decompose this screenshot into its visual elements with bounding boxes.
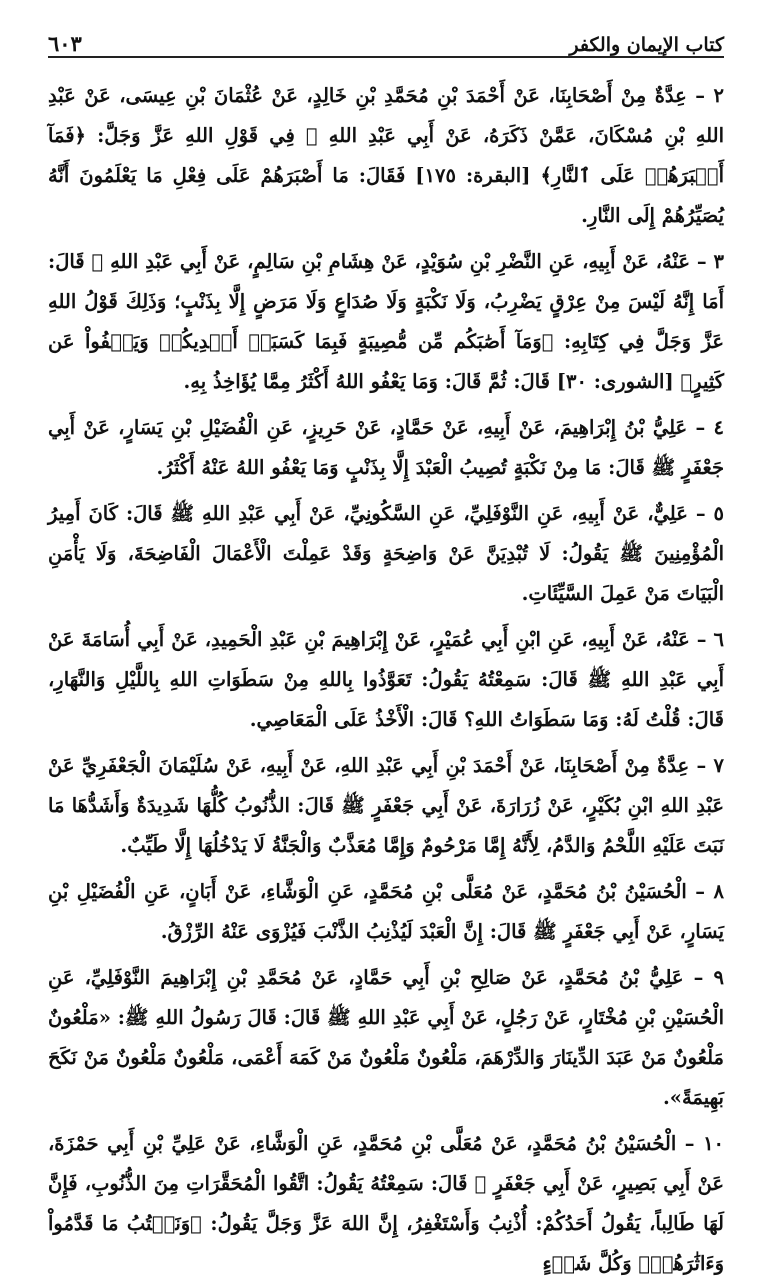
hadith-number: ٢: [713, 84, 725, 107]
hadith-paragraph: ٢ – عِدَّةٌ مِنْ أَصْحَابِنَا، عَنْ أَحْمَدَ بْنِ مُحَمَّدِ بْنِ خَالِدٍ، عَنْ عُثْمَانَ بْنِ عِيسَى، عَنْ عَبْدِ اللهِ بْنِ مُسْكَانَ، عَمَّنْ ذَكَرَهُ، عَنْ أَبِي عَبْدِ اللهِ ﷺ فِي قَوْلِ اللهِ عَزَّ وَجَلَّ: ﴿فَمَآ أَصۡبَرَهُمۡ عَلَى ٱلنَّارِ﴾ [البقرة: ١٧٥] فَقَالَ: مَا أَصْبَرَهُمْ عَلَى فِعْلِ مَا يَعْلَمُونَ أَنَّهُ يُصَيِّرُهُمْ إِلَى النَّارِ.: [48, 84, 725, 227]
hadith-paragraph: ٩ – عَلِيُّ بْنُ مُحَمَّدٍ، عَنْ صَالِحِ بْنِ أَبِي حَمَّادٍ، عَنْ مُحَمَّدِ بْنِ إِبْرَاهِيمَ النَّوْفَلِيِّ، عَنِ الْحُسَيْنِ بْنِ مُخْتَارٍ، عَنْ رَجُلٍ، عَنْ أَبِي عَبْدِ اللهِ ﷺ قَالَ: قَالَ رَسُولُ اللهِ ﷺ: «مَلْعُونٌ مَلْعُونٌ مَنْ عَبَدَ الدِّينَارَ وَالدِّرْهَمَ، مَلْعُونٌ مَلْعُونٌ مَنْ كَمَهَ أَعْمَى، مَلْعُونٌ مَلْعُونٌ مَنْ نَكَحَ بَهِيمَةً».: [48, 966, 724, 1109]
hadith-text: عَنْهُ، عَنْ أَبِيهِ، عَنِ ابْنِ أَبِي عُمَيْرٍ، عَنْ إِبْرَاهِيمَ بْنِ عَبْدِ الْحَمِيدِ، عَنْ أَبِي أُسَامَةَ عَنْ أَبِي عَبْدِ اللهِ ﷺ قَالَ: سَمِعْتُهُ يَقُولُ: تَعَوَّذُوا بِاللهِ مِنْ سَطَوَاتِ اللهِ بِاللَّيْلِ وَالنَّهَارِ، قَالَ: قُلْتُ لَهُ: وَمَا سَطَوَاتُ اللهِ؟ قَالَ: الْأَخْذُ عَلَى الْمَعَاصِي.: [48, 628, 724, 731]
hadith-number: ٤: [713, 416, 725, 439]
hadith-number: ٣: [713, 250, 725, 273]
hadith-text: عَنْهُ، عَنْ أَبِيهِ، عَنِ النَّضْرِ بْنِ سُوَيْدٍ، عَنْ هِشَامِ بْنِ سَالِمٍ، عَنْ أَبِي عَبْدِ اللهِ ﷺ قَالَ: أَمَا إِنَّهُ لَيْسَ مِنْ عِرْقٍ يَضْرِبُ، وَلَا نَكْبَةٍ وَلَا صُدَاعٍ وَلَا مَرَضٍ إِلَّا بِذَنْبٍ؛ وَذَلِكَ قَوْلُ اللهِ عَزَّ وَجَلَّ فِي كِتَابِهِ: ﴿وَمَآ أَصَٰبَكُم مِّن مُّصِيبَةٍ فَبِمَا كَسَبَتۡ أَيۡدِيكُمۡ وَيَعۡفُواْ عَن كَثِيرٍ﴾ [الشورى: ٣٠] قَالَ: ثُمَّ قَالَ: وَمَا يَعْفُو اللهُ أَكْثَرُ مِمَّا يُؤَاخِذُ بِهِ.: [48, 250, 724, 393]
hadith-text: الْحُسَيْنُ بْنُ مُحَمَّدٍ، عَنْ مُعَلَّى بْنِ مُحَمَّدٍ، عَنِ الْوَشَّاءِ، عَنْ أَبَانٍ، عَنِ الْفُضَيْلِ بْنِ يَسَارٍ، عَنْ أَبِي جَعْفَرٍ ﷺ قَالَ: إِنَّ الْعَبْدَ لَيُذْنِبُ الذَّنْبَ فَيُزْوَى عَنْهُ الرِّزْقُ.: [48, 880, 724, 943]
hadith-text: عَلِيٌّ، عَنْ أَبِيهِ، عَنِ النَّوْفَلِيِّ، عَنِ السَّكُونِيِّ، عَنْ أَبِي عَبْدِ اللهِ ﷺ قَالَ: كَانَ أَمِيرُ الْمُؤْمِنِينَ ﷺ يَقُولُ: لَا تُبْدِيَنَّ عَنْ وَاضِحَةٍ وَقَدْ عَمِلْتَ الْأَعْمَالَ الْفَاضِحَةَ، وَلَا يَأْمَنِ الْبَيَاتَ مَنْ عَمِلَ السَّيِّئَاتِ.: [48, 502, 724, 605]
hadith-text: الْحُسَيْنُ بْنُ مُحَمَّدٍ، عَنْ مُعَلَّى بْنِ مُحَمَّدٍ، عَنِ الْوَشَّاءِ، عَنْ عَلِيِّ بْنِ أَبِي حَمْزَةَ، عَنْ أَبِي بَصِيرٍ، عَنْ أَبِي جَعْفَرٍ ﷺ قَالَ: سَمِعْتُهُ يَقُولُ: اتَّقُوا الْمُحَقَّرَاتِ مِنَ الذُّنُوبِ، فَإِنَّ لَهَا طَالِباً، يَقُولُ أَحَدُكُمْ: أُذْنِبُ وَأَسْتَغْفِرُ، إِنَّ اللهَ عَزَّ وَجَلَّ يَقُولُ: ﴿وَنَكۡتُبُ مَا قَدَّمُواْ وَءَاثَٰرَهُمۡۚ وَكُلَّ شَيۡءٍ: [48, 1132, 724, 1275]
hadith-text: عِدَّةٌ مِنْ أَصْحَابِنَا، عَنْ أَحْمَدَ بْنِ أَبِي عَبْدِ اللهِ، عَنْ أَبِيهِ، عَنْ سُلَيْمَانَ الْجَعْفَرِيِّ عَنْ عَبْدِ اللهِ ابْنِ بُكَيْرٍ، عَنْ زُرَارَةَ، عَنْ أَبِي جَعْفَرٍ ﷺ قَالَ: الذُّنُوبُ كُلُّهَا شَدِيدَةٌ وَأَشَدُّهَا مَا نَبَتَ عَلَيْهِ اللَّحْمُ وَالدَّمُ، لِأَنَّهُ إِمَّا مَرْحُومٌ وَإِمَّا مُعَذَّبٌ وَالْجَنَّةُ لَا يَدْخُلُهَا إِلَّا طَيِّبٌ.: [48, 754, 724, 857]
hadith-number: ٦: [713, 628, 724, 651]
hadith-paragraph: ١٠ – الْحُسَيْنُ بْنُ مُحَمَّدٍ، عَنْ مُعَلَّى بْنِ مُحَمَّدٍ، عَنِ الْوَشَّاءِ، عَنْ عَلِيِّ بْنِ أَبِي حَمْزَةَ، عَنْ أَبِي بَصِيرٍ، عَنْ أَبِي جَعْفَرٍ ﷺ قَالَ: سَمِعْتُهُ يَقُولُ: اتَّقُوا الْمُحَقَّرَاتِ مِنَ الذُّنُوبِ، فَإِنَّ لَهَا طَالِباً، يَقُولُ أَحَدُكُمْ: أُذْنِبُ وَأَسْتَغْفِرُ، إِنَّ اللهَ عَزَّ وَجَلَّ يَقُولُ: ﴿وَنَكۡتُبُ مَا قَدَّمُواْ وَءَاثَٰرَهُمۡۚ وَكُلَّ شَيۡءٍ: [48, 1132, 725, 1275]
chapter-title: كتاب الإيمان والكفر: [569, 34, 724, 56]
hadith-number: ٨: [713, 880, 724, 903]
hadith-paragraph: ٨ – الْحُسَيْنُ بْنُ مُحَمَّدٍ، عَنْ مُعَلَّى بْنِ مُحَمَّدٍ، عَنِ الْوَشَّاءِ، عَنْ أَبَانٍ، عَنِ الْفُضَيْلِ بْنِ يَسَارٍ، عَنْ أَبِي جَعْفَرٍ ﷺ قَالَ: إِنَّ الْعَبْدَ لَيُذْنِبُ الذَّنْبَ فَيُزْوَى عَنْهُ الرِّزْقُ.: [48, 880, 724, 943]
page-header: [48, 18, 724, 58]
hadith-text: عِدَّةٌ مِنْ أَصْحَابِنَا، عَنْ أَحْمَدَ بْنِ مُحَمَّدِ بْنِ خَالِدٍ، عَنْ عُثْمَانَ بْنِ عِيسَى، عَنْ عَبْدِ اللهِ بْنِ مُسْكَانَ، عَمَّنْ ذَكَرَهُ، عَنْ أَبِي عَبْدِ اللهِ ﷺ فِي قَوْلِ اللهِ عَزَّ وَجَلَّ: ﴿فَمَآ أَصۡبَرَهُمۡ عَلَى ٱلنَّارِ﴾ [البقرة: ١٧٥] فَقَالَ: مَا أَصْبَرَهُمْ عَلَى فِعْلِ مَا يَعْلَمُونَ أَنَّهُ يُصَيِّرُهُمْ إِلَى النَّارِ.: [48, 84, 724, 227]
page-body: [48, 58, 724, 1284]
hadith-paragraph: ٣ – عَنْهُ، عَنْ أَبِيهِ، عَنِ النَّضْرِ بْنِ سُوَيْدٍ، عَنْ هِشَامِ بْنِ سَالِمٍ، عَنْ أَبِي عَبْدِ اللهِ ﷺ قَالَ: أَمَا إِنَّهُ لَيْسَ مِنْ عِرْقٍ يَضْرِبُ، وَلَا نَكْبَةٍ وَلَا صُدَاعٍ وَلَا مَرَضٍ إِلَّا بِذَنْبٍ؛ وَذَلِكَ قَوْلُ اللهِ عَزَّ وَجَلَّ فِي كِتَابِهِ: ﴿وَمَآ أَصَٰبَكُم مِّن مُّصِيبَةٍ فَبِمَا كَسَبَتۡ أَيۡدِيكُمۡ وَيَعۡفُواْ عَن كَثِيرٍ﴾ [الشورى: ٣٠] قَالَ: ثُمَّ قَالَ: وَمَا يَعْفُو اللهُ أَكْثَرُ مِمَّا يُؤَاخِذُ بِهِ.: [48, 250, 725, 393]
hadith-text: عَلِيُّ بْنُ إِبْرَاهِيمَ، عَنْ أَبِيهِ، عَنْ حَمَّادٍ، عَنْ حَرِيزٍ، عَنِ الْفُضَيْلِ بْنِ يَسَارٍ، عَنْ أَبِي جَعْفَرٍ ﷺ قَالَ: مَا مِنْ نَكْبَةٍ تُصِيبُ الْعَبْدَ إِلَّا بِذَنْبٍ وَمَا يَعْفُو اللهُ عَنْهُ أَكْثَرُ.: [48, 416, 724, 479]
hadith-paragraph: ٥ – عَلِيٌّ، عَنْ أَبِيهِ، عَنِ النَّوْفَلِيِّ، عَنِ السَّكُونِيِّ، عَنْ أَبِي عَبْدِ اللهِ ﷺ قَالَ: كَانَ أَمِيرُ الْمُؤْمِنِينَ ﷺ يَقُولُ: لَا تُبْدِيَنَّ عَنْ وَاضِحَةٍ وَقَدْ عَمِلْتَ الْأَعْمَالَ الْفَاضِحَةَ، وَلَا يَأْمَنِ الْبَيَاتَ مَنْ عَمِلَ السَّيِّئَاتِ.: [48, 502, 725, 605]
page-number: ٦٠٣: [48, 31, 82, 56]
hadith-number: ١٠: [703, 1132, 725, 1155]
hadith-number: ٥: [713, 502, 725, 525]
hadith-number: ٩: [713, 966, 724, 989]
hadith-paragraph: ٦ – عَنْهُ، عَنْ أَبِيهِ، عَنِ ابْنِ أَبِي عُمَيْرٍ، عَنْ إِبْرَاهِيمَ بْنِ عَبْدِ الْحَمِيدِ، عَنْ أَبِي أُسَامَةَ عَنْ أَبِي عَبْدِ اللهِ ﷺ قَالَ: سَمِعْتُهُ يَقُولُ: تَعَوَّذُوا بِاللهِ مِنْ سَطَوَاتِ اللهِ بِاللَّيْلِ وَالنَّهَارِ، قَالَ: قُلْتُ لَهُ: وَمَا سَطَوَاتُ اللهِ؟ قَالَ: الْأَخْذُ عَلَى الْمَعَاصِي.: [48, 628, 724, 731]
hadith-number: ٧: [713, 754, 724, 777]
hadith-paragraph: ٧ – عِدَّةٌ مِنْ أَصْحَابِنَا، عَنْ أَحْمَدَ بْنِ أَبِي عَبْدِ اللهِ، عَنْ أَبِيهِ، عَنْ سُلَيْمَانَ الْجَعْفَرِيِّ عَنْ عَبْدِ اللهِ ابْنِ بُكَيْرٍ، عَنْ زُرَارَةَ، عَنْ أَبِي جَعْفَرٍ ﷺ قَالَ: الذُّنُوبُ كُلُّهَا شَدِيدَةٌ وَأَشَدُّهَا مَا نَبَتَ عَلَيْهِ اللَّحْمُ وَالدَّمُ، لِأَنَّهُ إِمَّا مَرْحُومٌ وَإِمَّا مُعَذَّبٌ وَالْجَنَّةُ لَا يَدْخُلُهَا إِلَّا طَيِّبٌ.: [48, 754, 724, 857]
hadith-paragraph: ٤ – عَلِيُّ بْنُ إِبْرَاهِيمَ، عَنْ أَبِيهِ، عَنْ حَمَّادٍ، عَنْ حَرِيزٍ، عَنِ الْفُضَيْلِ بْنِ يَسَارٍ، عَنْ أَبِي جَعْفَرٍ ﷺ قَالَ: مَا مِنْ نَكْبَةٍ تُصِيبُ الْعَبْدَ إِلَّا بِذَنْبٍ وَمَا يَعْفُو اللهُ عَنْهُ أَكْثَرُ.: [48, 416, 725, 479]
hadith-text: عَلِيُّ بْنُ مُحَمَّدٍ، عَنْ صَالِحِ بْنِ أَبِي حَمَّادٍ، عَنْ مُحَمَّدِ بْنِ إِبْرَاهِيمَ النَّوْفَلِيِّ، عَنِ الْحُسَيْنِ بْنِ مُخْتَارٍ، عَنْ رَجُلٍ، عَنْ أَبِي عَبْدِ اللهِ ﷺ قَالَ: قَالَ رَسُولُ اللهِ ﷺ: «مَلْعُونٌ مَلْعُونٌ مَنْ عَبَدَ الدِّينَارَ وَالدِّرْهَمَ، مَلْعُونٌ مَلْعُونٌ مَنْ كَمَهَ أَعْمَى، مَلْعُونٌ مَلْعُونٌ مَنْ نَكَحَ بَهِيمَةً».: [48, 966, 724, 1109]
